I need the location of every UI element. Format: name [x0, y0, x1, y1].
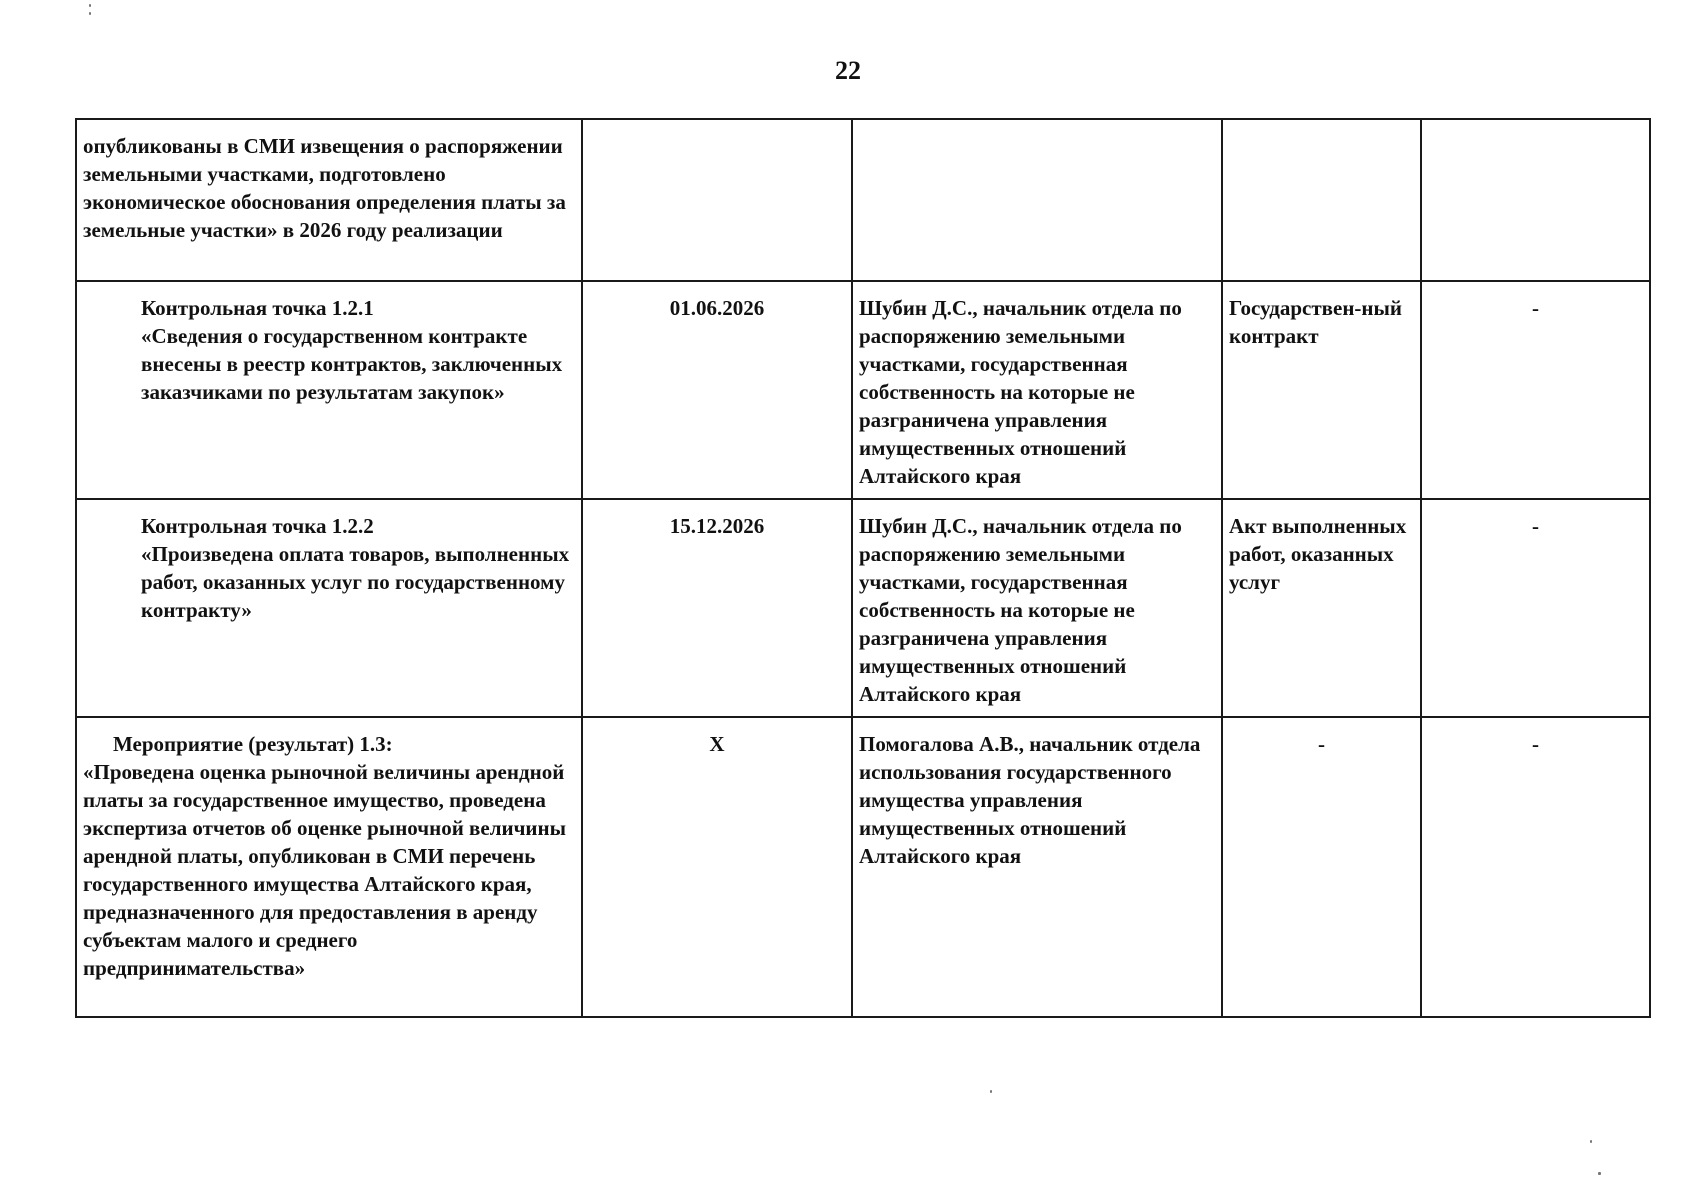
control-point-title: Контрольная точка 1.2.2	[141, 514, 374, 538]
scan-speck	[89, 12, 91, 15]
control-point-block	[83, 294, 575, 406]
cell-document: Государствен-ный контракт	[1222, 281, 1421, 499]
scan-speck	[1598, 1172, 1601, 1175]
cell-deadline: 01.06.2026	[582, 281, 852, 499]
control-point-block	[83, 512, 575, 624]
cell-responsible: Помогалова А.В., начальник отдела использования государственного имущества управления имущественных отношений Алтайского края	[852, 717, 1222, 1017]
scan-speck	[89, 4, 91, 7]
event-title: Мероприятие (результат) 1.3:	[113, 732, 393, 756]
plan-table	[75, 118, 1651, 1018]
cell-extra: -	[1421, 717, 1650, 1017]
cell-deadline: 15.12.2026	[582, 499, 852, 717]
cell-event	[76, 717, 582, 1017]
cell-extra: -	[1421, 499, 1650, 717]
cell-event-description: опубликованы в СМИ извещения о распоряжении земельными участками, подготовлено экономическое обоснования определения платы за земельные участки» в 2026 году реализации	[76, 119, 582, 281]
cell-document: -	[1222, 717, 1421, 1017]
control-point-text: «Сведения о государственном контракте внесены в реестр контрактов, заключенных заказчиками по результатам закупок»	[141, 324, 563, 404]
page-number: 22	[835, 56, 861, 85]
cell-deadline	[582, 119, 852, 281]
cell-document	[1222, 119, 1421, 281]
table-row	[76, 281, 1650, 499]
cell-responsible: Шубин Д.С., начальник отдела по распоряжению земельными участками, государственная собственность на которые не разграничена управления имущественных отношений Алтайского края	[852, 281, 1222, 499]
control-point-text: «Произведена оплата товаров, выполненных работ, оказанных услуг по государственному контракту»	[141, 542, 570, 622]
table-row	[76, 717, 1650, 1017]
cell-extra: -	[1421, 281, 1650, 499]
event-text: «Проведена оценка рыночной величины арендной платы за государственное имущество, проведена экспертиза отчетов об оценке рыночной величины арендной платы, опубликован в СМИ перечень государственного имущества Алтайского края, предназначенного для предоставления в аренду субъектам малого и среднего предпринимательства»	[83, 760, 567, 980]
table-row	[76, 499, 1650, 717]
control-point-title: Контрольная точка 1.2.1	[141, 296, 374, 320]
scan-speck	[990, 1090, 992, 1093]
cell-responsible: Шубин Д.С., начальник отдела по распоряжению земельными участками, государственная собственность на которые не разграничена управления имущественных отношений Алтайского края	[852, 499, 1222, 717]
cell-control-point	[76, 499, 582, 717]
cell-deadline: Х	[582, 717, 852, 1017]
cell-control-point	[76, 281, 582, 499]
scan-speck	[1590, 1140, 1592, 1143]
table-row	[76, 119, 1650, 281]
cell-document: Акт выполненных работ, оказанных услуг	[1222, 499, 1421, 717]
cell-extra	[1421, 119, 1650, 281]
cell-responsible	[852, 119, 1222, 281]
